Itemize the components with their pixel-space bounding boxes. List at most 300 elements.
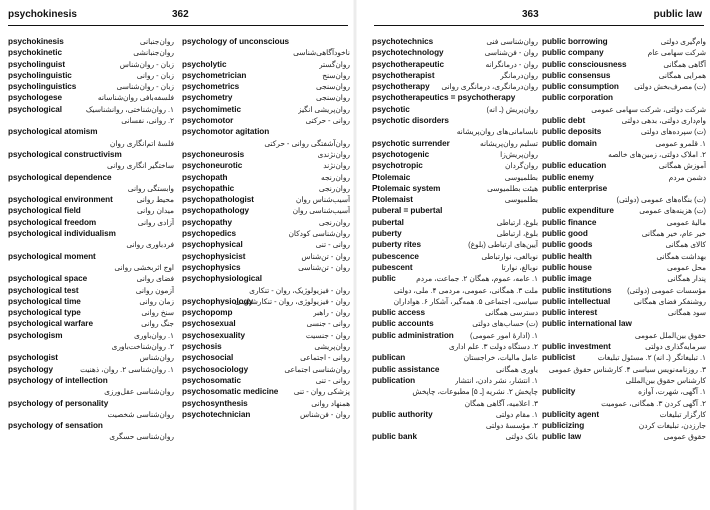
dictionary-entry (182, 183, 350, 194)
dictionary-entry (182, 375, 350, 386)
persian-definition: روان - جنسیت (305, 330, 350, 340)
dictionary-entry (182, 92, 350, 103)
persian-definition: (ت) حساب‌های دولتی (472, 319, 538, 329)
headword: psychosomatic medicine (182, 387, 279, 397)
persian-definition: روان - فن‌شناسی (484, 48, 538, 58)
headword: psychomotor agitation (182, 127, 270, 137)
persian-definition: روان‌شناسی عقل‌ورزی (104, 387, 174, 397)
dictionary-entry (8, 160, 174, 171)
persian-definition: روان‌سنجی (316, 82, 350, 92)
headword: public assistance (372, 364, 440, 374)
dictionary-entry (542, 431, 706, 442)
persian-definition: وابستگی روانی (127, 183, 174, 193)
dictionary-entry (182, 352, 350, 363)
persian-definition: وام‌گیری دولتی (660, 37, 706, 46)
persian-definition: ۱. روان‌باوری (134, 330, 174, 340)
dictionary-entry (542, 307, 706, 318)
persian-definition: فضای روانی (136, 274, 174, 284)
persian-definition: روان - تن‌شناس (301, 251, 350, 261)
dictionary-entry (8, 262, 174, 273)
headword: psychological field (8, 206, 81, 216)
headword: public intellectual (542, 296, 611, 306)
persian-definition: ۲. روان‌شناخت‌باوری (111, 342, 174, 352)
persian-definition: کالای همگانی (665, 240, 706, 250)
persian-definition: ۱. روان‌شناسی ۲. روان، ذهنیت (80, 364, 174, 374)
dictionary-entry (372, 126, 538, 137)
dictionary-entry (8, 307, 174, 318)
dictionary-entry (182, 70, 350, 81)
dictionary-entry (8, 138, 174, 149)
dictionary-entry (372, 375, 538, 386)
headword: psycholinguistics (8, 82, 77, 92)
dictionary-entry (182, 386, 350, 397)
dictionary-entry (182, 364, 350, 375)
headword: public consciousness (542, 59, 627, 69)
dictionary-entry (8, 172, 174, 183)
dictionary-entry (542, 239, 706, 250)
dictionary-entry (182, 228, 350, 239)
persian-definition: روانی - اجتماعی (300, 353, 350, 363)
persian-definition: روان‌شناسی حسگری (109, 432, 174, 442)
headword: psychology of intellection (8, 375, 108, 385)
headword: public image (542, 274, 592, 284)
dictionary-entry (8, 431, 174, 442)
dictionary-entry (542, 420, 706, 431)
dictionary-column (8, 36, 174, 506)
dictionary-entry (542, 172, 706, 183)
headword: psychological moment (8, 251, 96, 261)
dictionary-entry (372, 36, 538, 47)
persian-definition: فلسفه‌بافی روان‌شناسانه (97, 93, 174, 103)
persian-definition: روان‌نژندی (317, 149, 350, 159)
dictionary-entry (542, 364, 706, 375)
dictionary-entry (542, 341, 706, 352)
persian-definition: روان‌جنبانشی (133, 48, 174, 58)
headword: psychological warfare (8, 319, 93, 329)
headword: psychoneurosis (182, 149, 245, 159)
dictionary-entry (542, 228, 706, 239)
headword: psychokinetic (8, 48, 62, 58)
dictionary-entry (542, 205, 706, 216)
persian-definition: همرایی همگانی (658, 70, 706, 80)
persian-definition: زبان - روانی (136, 70, 174, 80)
persian-definition: اوج اثربخشی روانی (114, 262, 174, 272)
persian-definition: ۲. دستگاه دولت ۳. علم اداری (448, 342, 538, 352)
persian-definition: روان‌شناسی کودکان (288, 229, 350, 239)
dictionary-entry (182, 217, 350, 228)
headword: public expenditure (542, 206, 614, 216)
persian-definition: روشنفکر فضای همگانی (633, 296, 706, 306)
dictionary-entry (542, 398, 706, 409)
dictionary-entry (182, 47, 350, 58)
headword: psychosexual (182, 319, 236, 329)
dictionary-entry (542, 194, 706, 205)
dictionary-entry (372, 115, 538, 126)
persian-definition: پزشکی روان - تنی (293, 387, 350, 397)
persian-definition: روان‌شناسی شخصیت (107, 409, 174, 419)
dictionary-entry (8, 386, 174, 397)
persian-definition: روان‌شناسی اجتماعی (284, 364, 350, 374)
running-head: psychokinesis (8, 9, 77, 20)
persian-definition: مالیهٔ عمومی (666, 217, 706, 227)
dictionary-entry (542, 115, 706, 126)
dictionary-entry (542, 70, 706, 81)
headword: psychotechnician (182, 409, 251, 419)
headword: psychopathy (182, 217, 232, 227)
dictionary-entry (372, 81, 538, 92)
persian-definition: جنگ روانی (141, 319, 174, 329)
dictionary-entry (372, 341, 538, 352)
dictionary-entry (372, 318, 538, 329)
persian-definition: بطلمیوسی (504, 172, 538, 182)
persian-definition: روان - درمانگرانه (485, 59, 538, 69)
dictionary-entry (372, 431, 538, 442)
headword: public borrowing (542, 37, 608, 46)
dictionary-entry (182, 59, 350, 70)
dictionary-entry (182, 172, 350, 183)
headword: psychologist (8, 353, 58, 363)
persian-definition: وام‌داری دولتی، بدهی دولتی (621, 116, 706, 126)
headword: public accounts (372, 319, 434, 329)
running-head: public law (653, 9, 702, 20)
persian-definition: (ت) مصرف‌بخش دولتی (634, 82, 706, 92)
persian-definition: روانی - تنی (315, 240, 350, 250)
persian-definition: کارشناس حقوق بین‌المللی (625, 375, 706, 385)
persian-definition: محل عمومی (667, 262, 706, 272)
book-gutter (353, 0, 357, 510)
dictionary-entry (542, 183, 706, 194)
persian-definition: ناخودآگاهی‌شناسی (293, 48, 350, 58)
dictionary-entry (182, 104, 350, 115)
dictionary-entry (542, 138, 706, 149)
persian-definition: عامل مالیات، خراجستان (463, 353, 538, 363)
dictionary-entry (8, 115, 174, 126)
dictionary-entry (372, 273, 538, 284)
dictionary-entry (182, 330, 350, 341)
headword: psychophysics (182, 262, 241, 272)
headword: public law (542, 432, 582, 442)
dictionary-entry (542, 149, 706, 160)
headword: psychology of personality (8, 398, 109, 408)
dictionary-entry (8, 330, 174, 341)
headword: publican (372, 353, 406, 363)
headword: psychotogenic (372, 149, 430, 159)
headword: public debt (542, 116, 586, 126)
persian-definition: زمان روانی (139, 296, 174, 306)
headword: public education (542, 161, 607, 171)
dictionary-entry (372, 420, 538, 431)
headword: public authority (372, 409, 433, 419)
headword: public access (372, 308, 426, 318)
headword: psychotherapeutics = psychotherapy (372, 93, 516, 103)
dictionary-entry (182, 126, 350, 137)
persian-definition: سرمایه‌گذاری دولتی (645, 342, 706, 352)
dictionary-entry (8, 251, 174, 262)
headword: puberal = pubertal (372, 206, 443, 216)
dictionary-entry (182, 273, 350, 284)
headword: public good (542, 229, 588, 239)
dictionary-entry (8, 126, 174, 137)
dictionary-entry (8, 47, 174, 58)
page-number: 363 (522, 9, 539, 20)
dictionary-entry (182, 160, 350, 171)
dictionary-entry (542, 318, 706, 329)
persian-definition: محیط روانی (136, 195, 174, 205)
dictionary-entry (542, 59, 706, 70)
persian-definition: روان‌پریشی انگیز (297, 104, 350, 114)
dictionary-entry (182, 194, 350, 205)
persian-definition: روان‌گردان (505, 161, 538, 171)
dictionary-entry (8, 36, 174, 47)
headword: public company (542, 48, 604, 58)
dictionary-entry (8, 285, 174, 296)
dictionary-column (372, 36, 538, 506)
persian-definition: بلوغ، ارتباطی (496, 217, 538, 227)
dictionary-entry (372, 364, 538, 375)
persian-definition: ۲. مؤسسهٔ دولتی (485, 421, 538, 431)
headword: psychometry (182, 93, 233, 103)
headword: puberty (372, 229, 402, 239)
headword: public domain (542, 138, 597, 148)
persian-definition: ۲. املاک دولتی، زمین‌های خالصه (608, 149, 706, 159)
headword: pubertal (372, 217, 404, 227)
persian-definition: تسلیم روان‌پریشانه (480, 138, 538, 148)
dictionary-entry (8, 273, 174, 284)
headword: public institutions (542, 285, 612, 295)
persian-definition: ۲. روانی، نفسانی (121, 116, 174, 126)
persian-definition: روان‌پریشی (314, 342, 350, 352)
dictionary-entry (182, 36, 350, 47)
dictionary-entry (372, 149, 538, 160)
persian-definition: روان‌رنجی (318, 183, 350, 193)
dictionary-entry (542, 330, 706, 341)
dictionary-entry (542, 296, 706, 307)
headword: psychokinesis (8, 37, 64, 46)
persian-definition: ۲. آگهی کردن ۳. همگانی، عمومیت (601, 398, 706, 408)
headword: psychologism (8, 330, 63, 340)
persian-definition: نوبالغ، نوارتا (501, 262, 538, 272)
headword: pubescence (372, 251, 419, 261)
dictionary-entry (542, 262, 706, 273)
dictionary-entry (8, 364, 174, 375)
headword: psychophysical (182, 240, 243, 250)
persian-definition: روان‌شناس (139, 353, 174, 363)
dictionary-entry (542, 160, 706, 171)
headword: psychosocial (182, 353, 234, 363)
persian-definition: حقوق عمومی (663, 432, 706, 442)
persian-definition: شرکت سهامی عام (647, 48, 706, 58)
dictionary-entry (182, 115, 350, 126)
dictionary-entry (8, 205, 174, 216)
persian-definition: روان‌سنجی (316, 93, 350, 103)
dictionary-entry (182, 262, 350, 273)
dictionary-entry (372, 217, 538, 228)
persian-definition: روان‌پریش‌زا (500, 149, 538, 159)
persian-definition: آموزش همگانی (658, 161, 706, 171)
headword: psychopathic (182, 183, 235, 193)
headword: psychosis (182, 342, 222, 352)
dictionary-entry (182, 285, 350, 296)
dictionary-entry (372, 92, 538, 103)
dictionary-entry (542, 352, 706, 363)
persian-definition: ۳. روزنامه‌نویس سیاسی ۴. کارشناس حقوق عمومی (548, 364, 706, 374)
headword: psychological environment (8, 195, 113, 205)
headword: public interest (542, 308, 598, 318)
persian-definition: روان - فن‌شناس (299, 409, 350, 419)
persian-definition: شرکت دولتی، شرکت سهامی عمومی (591, 104, 706, 114)
dictionary-entry (8, 104, 174, 115)
dictionary-entry (182, 398, 350, 409)
persian-definition: روان - فیزیولوژیک، روان - تنکاری (249, 285, 350, 295)
header-rule (8, 25, 348, 26)
dictionary-entry (8, 81, 174, 92)
dictionary-entry (8, 217, 174, 228)
headword: psychological type (8, 308, 81, 318)
headword: psychosexuality (182, 330, 245, 340)
persian-definition: روان‌رنجه (321, 172, 350, 182)
persian-definition: روان‌شناسی فنی (486, 37, 538, 46)
persian-definition: ۱. انتشار، نشر دادن، انتشار (454, 375, 538, 385)
persian-definition: فلسهٔ اتم‌انگاری روان (109, 138, 174, 148)
headword: psychological individualism (8, 229, 116, 239)
persian-definition: چاپخش ۲. نشریه [ـ ۵] مطبوعات، چاپخش (412, 387, 538, 397)
persian-definition: روان‌درمانگر (500, 70, 538, 80)
headword: psychology of sensation (8, 421, 103, 431)
dictionary-entry (542, 251, 706, 262)
dictionary-entry (542, 104, 706, 115)
headword: psychophysicist (182, 251, 246, 261)
headword: psychopomp (182, 308, 233, 318)
persian-definition: ملت ۳. همگانی، عمومی، مردمی ۴. ملی، دولتی (393, 285, 538, 295)
dictionary-entry (8, 239, 174, 250)
headword: publication (372, 375, 416, 385)
headword: psychotic surrender (372, 138, 450, 148)
persian-definition: روان‌نژند (323, 161, 350, 171)
dictionary-entry (8, 296, 174, 307)
headword: psychologese (8, 93, 63, 103)
persian-definition: همنهاد روانی (311, 398, 350, 408)
right-page (360, 0, 710, 510)
headword: public goods (542, 240, 593, 250)
page-number: 362 (172, 9, 189, 20)
headword: public house (542, 262, 592, 272)
persian-definition: ۱. عامه، عموم، همگان ۲. جماعت، مردم (416, 274, 538, 284)
headword: psychotic disorders (372, 116, 449, 126)
persian-definition: روان‌سنج (322, 70, 350, 80)
header-rule (374, 25, 704, 26)
headword: psychological freedom (8, 217, 97, 227)
dictionary-entry (542, 409, 706, 420)
dictionary-entry (542, 47, 706, 58)
dictionary-entry (372, 330, 538, 341)
dictionary-entry (542, 36, 706, 47)
dictionary-entry (372, 239, 538, 250)
headword: pubescent (372, 262, 413, 272)
persian-definition: ۱. تبلیغاتگر (ـ انه) ۲. مسئول تبلیغات (597, 353, 706, 363)
headword: public consumption (542, 82, 619, 92)
dictionary-entry (8, 318, 174, 329)
headword: psychological time (8, 296, 81, 306)
dictionary-entry (8, 341, 174, 352)
dictionary-entry (372, 285, 538, 296)
headword: psycholinguist (8, 59, 66, 69)
dictionary-entry (372, 205, 538, 216)
persian-definition: زبان - روان‌شناس (119, 59, 174, 69)
dictionary-entry (8, 149, 174, 160)
dictionary-entry (542, 126, 706, 137)
dictionary-entry (372, 183, 538, 194)
persian-definition: روان - فیزیولوژی، روان - تنکارشناسی (234, 296, 350, 306)
persian-definition: ۱. آگهی، شهرت، آوازه (638, 387, 706, 397)
persian-definition: هیئت بطلمیوسی (487, 183, 538, 193)
headword: psychotechnology (372, 48, 444, 58)
dictionary-entry (372, 386, 538, 397)
headword: public investment (542, 342, 611, 352)
headword: psychopedics (182, 229, 237, 239)
dictionary-entry (372, 352, 538, 363)
persian-definition: روان‌پریش (ـ انه) (486, 104, 538, 114)
headword: psychometrics (182, 82, 240, 92)
headword: puberty rites (372, 240, 421, 250)
dictionary-entry (8, 194, 174, 205)
persian-definition: حقوق بین‌الملل عمومی (634, 330, 706, 340)
headword: psychotropic (372, 161, 423, 171)
persian-definition: ساختگیر انگاری روانی (107, 161, 174, 171)
persian-definition: بهداشت همگانی (656, 251, 706, 261)
persian-definition: آسیب‌شناسی روان (292, 206, 350, 216)
persian-definition: روان - تن‌شناسی (298, 262, 350, 272)
persian-definition: فردباوری روانی (126, 240, 174, 250)
headword: psychological atomism (8, 127, 98, 137)
persian-definition: نابسامانی‌های روان‌پریشانه (456, 127, 538, 137)
dictionary-entry (372, 70, 538, 81)
headword: Ptolemaist (372, 195, 413, 205)
dictionary-entry (542, 81, 706, 92)
dictionary-entry (182, 138, 350, 149)
persian-definition: (ت) سپرده‌های دولتی (640, 127, 706, 137)
persian-definition: آسیب‌شناس روان (295, 195, 350, 205)
headword: psychological constructivism (8, 149, 122, 159)
headword: public health (542, 251, 592, 261)
dictionary-entry (182, 307, 350, 318)
dictionary-entry (8, 70, 174, 81)
persian-definition: آگاهی همگانی (663, 59, 706, 69)
persian-definition: روان‌درمانگری، درمانگری روانی (441, 82, 538, 92)
persian-definition: ۱. روان‌شناختی، روانشناسیک (85, 104, 174, 114)
headword: public international law (542, 319, 632, 329)
dictionary-column (542, 36, 706, 506)
headword: public bank (372, 432, 417, 442)
dictionary-entry (182, 239, 350, 250)
dictionary-entry (8, 92, 174, 103)
persian-definition: روان - راهبر (312, 308, 350, 318)
headword: public enemy (542, 172, 594, 182)
left-page (0, 0, 350, 510)
headword: Ptolemaic system (372, 183, 441, 193)
headword: psychosociology (182, 364, 249, 374)
persian-definition: آیین‌های ارتباطی (بلوغ) (468, 240, 538, 250)
persian-definition: آزمون روانی (135, 285, 174, 295)
headword: publicist (542, 353, 576, 363)
headword: psychomimetic (182, 104, 241, 114)
headword: psychophysiological (182, 274, 263, 284)
dictionary-entry (542, 285, 706, 296)
persian-definition: ۱. مقام دولتی (495, 409, 538, 419)
persian-definition: بطلمیوسی (504, 195, 538, 205)
persian-definition: نوبالغی، نوارتباطی (481, 251, 538, 261)
dictionary-entry (542, 273, 706, 284)
dictionary-entry (182, 205, 350, 216)
